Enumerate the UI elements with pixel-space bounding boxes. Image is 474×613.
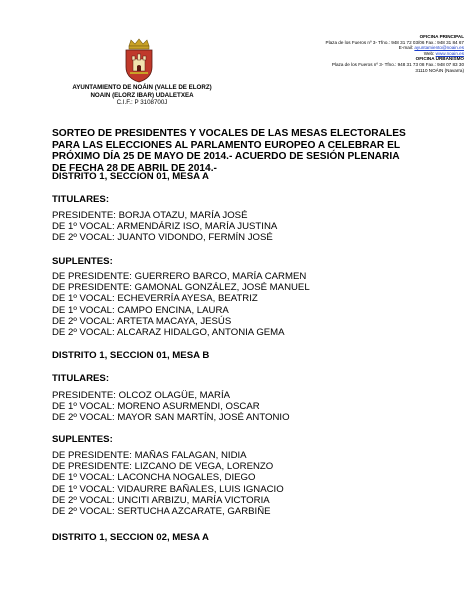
titulares-label: TITULARES:: [52, 373, 110, 384]
document-heading: [52, 128, 462, 174]
list-item: DE 2º VOCAL: MAYOR SAN MARTÍN, JOSÉ ANTONIO: [52, 412, 290, 424]
list-item: PRESIDENTE: BORJA OTAZU, MARÍA JOSÉ: [52, 210, 248, 221]
main-office-title: OFICINA PRINCIPAL: [419, 34, 464, 39]
web-label: Web:: [423, 50, 435, 56]
email-link[interactable]: ayuntamiento@noain.es: [414, 45, 464, 51]
section-title: DISTRITO 1, SECCION 01, MESA A: [52, 171, 209, 182]
heading-line: PARA LAS ELECCIONES AL PARLAMENTO EUROPEO A CELEBRAR EL: [52, 139, 401, 151]
list-item: DE 1º VOCAL: CAMPO ENCINA, LAURA: [52, 304, 229, 316]
titulares-list: [52, 210, 462, 244]
council-name-basque: NOAIN (ELORZ IBAR) UDALETXEA: [90, 91, 194, 99]
list-item: DE 1º VOCAL: ARMENDÁRIZ ISO, MARÍA JUSTINA: [52, 221, 278, 233]
suplentes-list: [52, 450, 462, 517]
urban-office-title: OFICINA URBANISMO: [415, 56, 464, 62]
list-item: DE PRESIDENTE: MAÑAS FALAGAN, NIDIA: [52, 450, 247, 461]
suplentes-list: [52, 271, 462, 338]
heading-line: SORTEO DE PRESIDENTES Y VOCALES DE LAS MESAS ELECTORALES: [52, 128, 406, 139]
list-item: DE 2º VOCAL: ALCARAZ HIDALGO, ANTONIA GEMA: [52, 327, 285, 339]
office-contacts: [274, 34, 464, 73]
suplentes-label: SUPLENTES:: [52, 256, 113, 267]
list-item: DE 1º VOCAL: MORENO ASURMENDI, OSCAR: [52, 401, 260, 413]
section-title: DISTRITO 1, SECCION 02, MESA A: [52, 532, 209, 543]
list-item: DE 2º VOCAL: SERTUCHA AZCARATE, GARBIÑE: [52, 506, 271, 518]
list-item: DE 1º VOCAL: ECHEVERRÍA AYESA, BEATRIZ: [52, 293, 258, 305]
titulares-list: [52, 390, 462, 424]
list-item: DE 1º VOCAL: LACONCHA NOGALES, DIEGO: [52, 472, 256, 484]
council-block: [54, 84, 230, 107]
list-item: DE 1º VOCAL: VIDAURRE BAÑALES, LUIS IGNACIO: [52, 483, 284, 495]
council-cif: C.I.F.: P 3108700J: [116, 99, 168, 107]
titulares-label: TITULARES:: [52, 194, 110, 205]
web-link[interactable]: www.noain.es: [435, 50, 464, 56]
list-item: DE 2º VOCAL: JUANTO VIDONDO, FERMÍN JOSÉ: [52, 232, 273, 244]
email-label: E-mail:: [398, 45, 414, 51]
urban-office-postal: 31110 NOÁIN (Navarra): [415, 67, 464, 73]
list-item: DE PRESIDENTE: LIZCANO DE VEGA, LORENZO: [52, 461, 274, 473]
urban-office-address: Plaza de los Fueros nº 3- Tfno.: 948 31 73 08 Fax.: 948 07 83 30: [331, 61, 464, 67]
list-item: DE PRESIDENTE: GAMONAL GONZÁLEZ, JOSÉ MANUEL: [52, 282, 310, 294]
suplentes-label: SUPLENTES:: [52, 434, 113, 445]
list-item: DE 2º VOCAL: ARTETA MACAYA, JESÚS: [52, 315, 232, 327]
list-item: DE 2º VOCAL: UNCITI ARBIZU, MARÍA VICTORIA: [52, 494, 270, 506]
list-item: DE PRESIDENTE: GUERRERO BARCO, MARÍA CARMEN: [52, 271, 307, 282]
municipal-crest-icon: [122, 37, 156, 83]
heading-line: DE FECHA 28 DE ABRIL DE 2014.-: [52, 162, 217, 174]
list-item: PRESIDENTE: OLCOZ OLAGÜE, MARÍA: [52, 390, 231, 401]
heading-line: PRÓXIMO DÍA 25 DE MAYO DE 2014.- ACUERDO DE SESIÓN PLENARIA: [52, 151, 400, 163]
council-name-line: AYUNTAMIENTO DE NOÁIN (VALLE DE ELORZ): [72, 84, 212, 91]
main-office-address: Plaza de los Fueros nº 3- Tfno.: 948 31 72 03/06 Fax.: 948 31 84 67: [325, 39, 464, 45]
section-title: DISTRITO 1, SECCION 01, MESA B: [52, 350, 210, 361]
